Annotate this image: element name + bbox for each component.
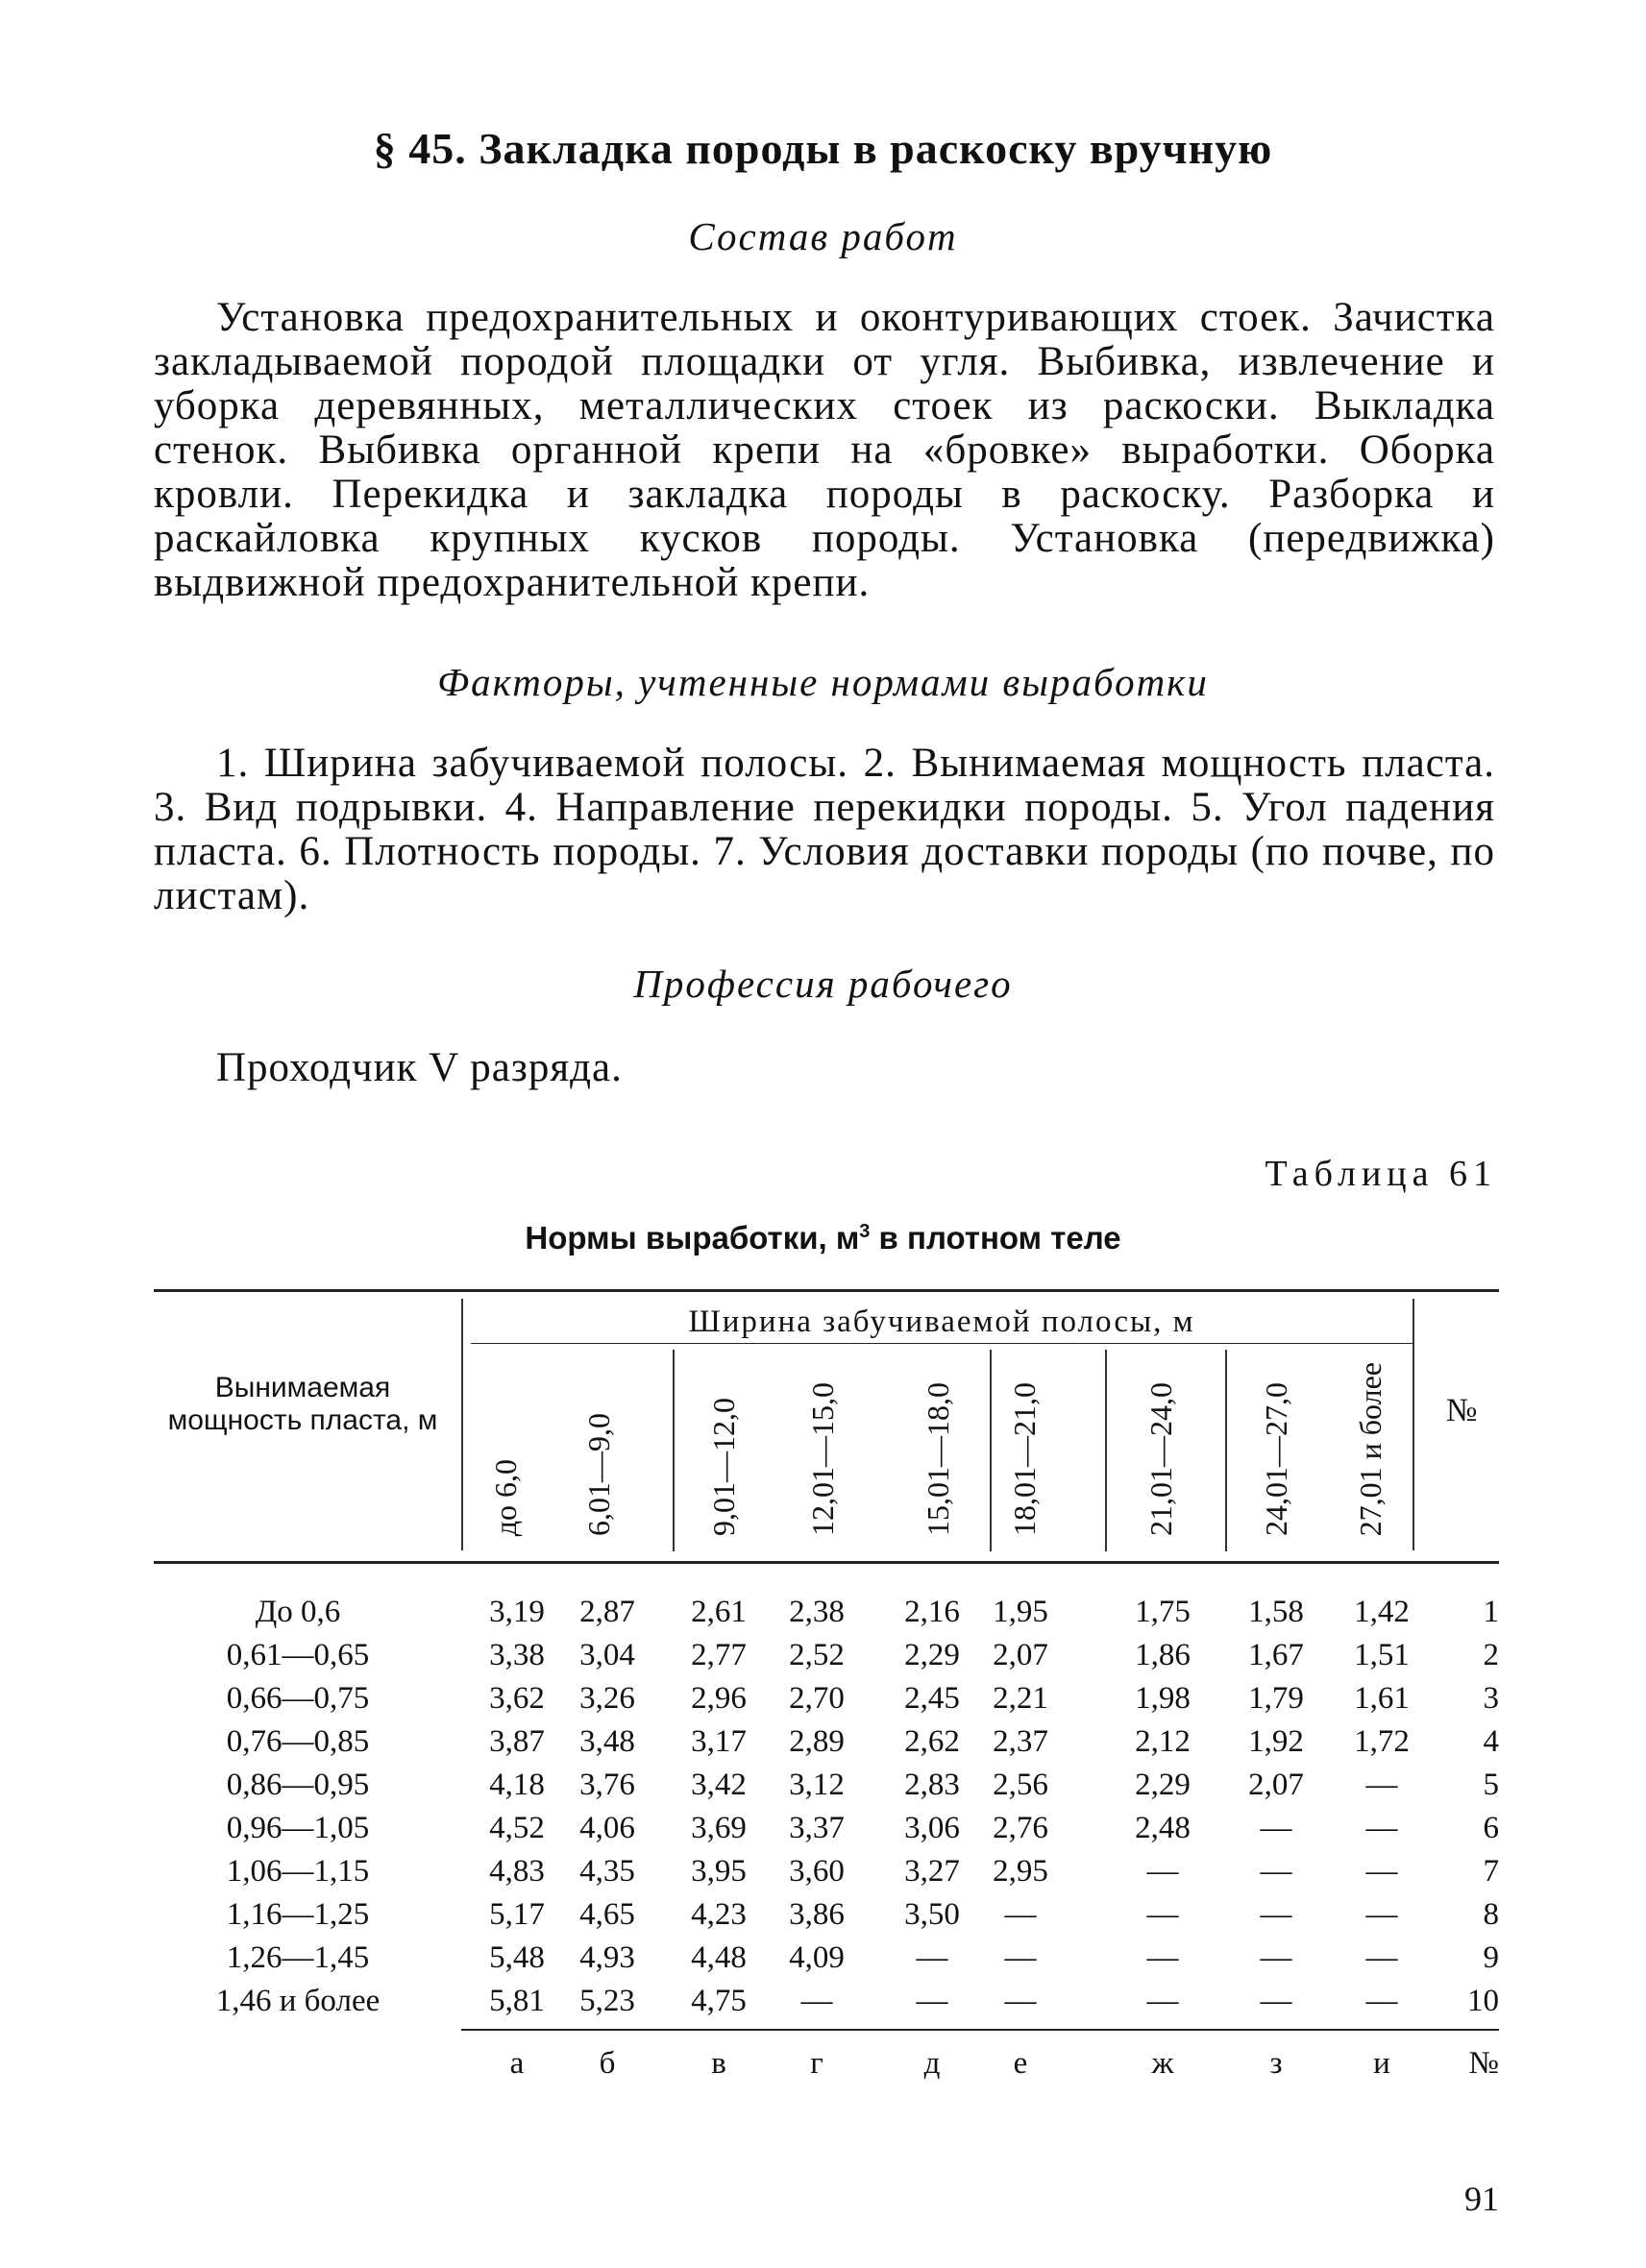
table-cell: 1,98 [1135, 1681, 1191, 1716]
table-cell: 1,75 [1135, 1595, 1191, 1629]
table-cell: 5,23 [579, 1984, 635, 2018]
row-label: 0,86—0,95 [226, 1768, 370, 1802]
table-cell: 3,60 [789, 1854, 845, 1889]
table-cell: — [1004, 1984, 1037, 2018]
table-top-rule [154, 1289, 1499, 1292]
table-cell: 3,38 [489, 1638, 545, 1672]
table-cell: 5,48 [489, 1940, 545, 1975]
table-cell: 5,81 [489, 1984, 545, 2018]
table-cell: 3,50 [904, 1897, 960, 1932]
table-cell: 2,83 [904, 1768, 960, 1802]
row-number: 10 [1467, 1984, 1499, 2018]
table-cell: — [1146, 1897, 1179, 1932]
table-cell: 3,19 [489, 1595, 545, 1629]
table-cell: 3,62 [489, 1681, 545, 1716]
table-cell: 2,29 [1135, 1768, 1191, 1802]
composition-text: Установка предохранительных и оконтуривающих стоек. Зачистка закладываемой породой площадки от угля. Выбивка, извлечение и уборка деревянных, металлических стоек из раскоски. Выкладка стенок. Выбивка органной крепи на «бровке» выработки. Оборка кровли. Перекидка и закладка породы в раскоску. Разборка и раскайловка крупных кусков породы. Установка (передвижка) выдвижной предохранительной крепи. [154, 295, 1495, 605]
table-cell: 1,67 [1248, 1638, 1304, 1672]
table-cell: — [1260, 1854, 1292, 1889]
group-underline [471, 1343, 1413, 1344]
table-cell: 4,48 [691, 1940, 747, 1975]
row-header: Вынимаемая мощность пласта, м [167, 1372, 438, 1436]
table-divider [673, 1350, 675, 1551]
table-cell: 2,77 [691, 1638, 747, 1672]
table-cell: 2,52 [789, 1638, 845, 1672]
column-letter: в [711, 2046, 726, 2081]
table-cell: 2,62 [904, 1724, 960, 1759]
table-cell: 4,06 [579, 1811, 635, 1845]
table-cell: 2,12 [1135, 1724, 1191, 1759]
row-number: 1 [1483, 1595, 1499, 1629]
table-cell: 3,04 [579, 1638, 635, 1672]
table-cell: 2,70 [789, 1681, 845, 1716]
table-cell: 4,18 [489, 1768, 545, 1802]
column-letter: ж [1151, 2046, 1174, 2081]
table-cell: — [1365, 1854, 1398, 1889]
table-cell: 2,37 [993, 1724, 1048, 1759]
row-label: 0,61—0,65 [226, 1638, 370, 1672]
table-cell: 1,42 [1354, 1595, 1410, 1629]
table-cell: 4,52 [489, 1811, 545, 1845]
table-cell: — [1146, 1854, 1179, 1889]
table-cell: 3,06 [904, 1811, 960, 1845]
column-header: 21,01—24,0 [1143, 1382, 1178, 1536]
column-header: 12,01—15,0 [805, 1382, 840, 1536]
table-divider [461, 1299, 463, 1550]
table-cell: 3,86 [789, 1897, 845, 1932]
row-number: 2 [1483, 1638, 1499, 1672]
table-cell: 2,38 [789, 1595, 845, 1629]
column-header: до 6,0 [488, 1458, 523, 1536]
table-cell: — [1365, 1940, 1398, 1975]
footer-num-label: № [1468, 2046, 1499, 2081]
table-cell: 3,42 [691, 1768, 747, 1802]
table-cell: — [916, 1940, 948, 1975]
table-cell: — [800, 1984, 833, 2018]
row-label: До 0,6 [255, 1595, 341, 1629]
table-cell: 3,87 [489, 1724, 545, 1759]
table-cell: 4,09 [789, 1940, 845, 1975]
table-cell: 1,79 [1248, 1681, 1304, 1716]
table-header-rule [154, 1561, 1499, 1564]
column-letter: и [1373, 2046, 1390, 2081]
column-letter: д [923, 2046, 941, 2081]
table-cell: 2,29 [904, 1638, 960, 1672]
row-label: 1,06—1,15 [226, 1854, 370, 1889]
table-cell: 4,75 [691, 1984, 747, 2018]
table-cell: — [1260, 1940, 1292, 1975]
table-cell: 3,48 [579, 1724, 635, 1759]
table-cell: 2,61 [691, 1595, 747, 1629]
table-cell: 2,21 [993, 1681, 1048, 1716]
table-title: Нормы выработки, $м^3$ в плотном теле [525, 1220, 1121, 1256]
row-label: 1,46 и более [215, 1984, 381, 2018]
table-cell: — [1260, 1811, 1292, 1845]
row-label: 0,66—0,75 [226, 1681, 370, 1716]
table-cell: — [1260, 1897, 1292, 1932]
page-number: 91 [1464, 2180, 1499, 2218]
table-divider [1225, 1350, 1227, 1551]
table-cell: 2,56 [993, 1768, 1048, 1802]
factors-text: 1. Ширина забучиваемой полосы. 2. Вынимаемая мощность пласта. 3. Вид подрывки. 4. Направление перекидки породы. 5. Угол падения пласта. 6. Плотность породы. 7. Условия доставки породы (по почве, по листам). [154, 741, 1495, 918]
table-cell: 1,61 [1354, 1681, 1410, 1716]
table-cell: 3,17 [691, 1724, 747, 1759]
table-divider [1105, 1350, 1107, 1551]
table-cell: 2,07 [993, 1638, 1048, 1672]
table-cell: — [1365, 1897, 1398, 1932]
profession-text: Проходчик V разряда. [216, 1045, 623, 1090]
table-cell: 1,51 [1354, 1638, 1410, 1672]
row-label: 1,16—1,25 [226, 1897, 370, 1932]
table-cell: — [1365, 1768, 1398, 1802]
table-cell: 2,07 [1248, 1768, 1304, 1802]
table-divider [990, 1350, 992, 1551]
table-cell: 4,23 [691, 1897, 747, 1932]
profession-title: Профессия рабочего [633, 962, 1013, 1006]
composition-title: Состав работ [688, 214, 958, 258]
table-cell: 2,95 [993, 1854, 1048, 1889]
column-header: 27,01 и более [1353, 1361, 1388, 1536]
table-cell: 4,93 [579, 1940, 635, 1975]
row-number: 9 [1483, 1940, 1499, 1975]
table-cell: — [1004, 1940, 1037, 1975]
row-number: 7 [1483, 1854, 1499, 1889]
table-cell: 2,48 [1135, 1811, 1191, 1845]
table-cell: 3,37 [789, 1811, 845, 1845]
row-label: 1,26—1,45 [226, 1940, 370, 1975]
group-header: Ширина забучиваемой полосы, м [688, 1305, 1195, 1339]
factors-title: Факторы, учтенные нормами выработки [437, 660, 1209, 704]
column-header: 18,01—21,0 [1007, 1382, 1042, 1536]
table-cell: 3,26 [579, 1681, 635, 1716]
column-letter: а [509, 2046, 525, 2081]
table-cell: 2,87 [579, 1595, 635, 1629]
table-cell: 1,95 [993, 1595, 1048, 1629]
column-header: 24,01—27,0 [1259, 1382, 1293, 1536]
table-cell: — [1146, 1940, 1179, 1975]
row-number: 3 [1483, 1681, 1499, 1716]
row-label: 0,96—1,05 [226, 1811, 370, 1845]
table-divider [1413, 1299, 1414, 1550]
table-cell: 2,96 [691, 1681, 747, 1716]
table-cell: 4,83 [489, 1854, 545, 1889]
table-cell: 1,72 [1354, 1724, 1410, 1759]
row-number: 8 [1483, 1897, 1499, 1932]
table-cell: — [1365, 1811, 1398, 1845]
table-cell: 3,76 [579, 1768, 635, 1802]
column-letter: г [810, 2046, 823, 2081]
column-letter: б [599, 2046, 616, 2081]
column-letter: е [1013, 2046, 1028, 2081]
table-cell: 5,17 [489, 1897, 545, 1932]
table-cell: — [1004, 1897, 1037, 1932]
table-cell: — [1365, 1984, 1398, 2018]
column-header: 6,01—9,0 [581, 1413, 616, 1536]
table-cell: 2,45 [904, 1681, 960, 1716]
table-cell: 4,35 [579, 1854, 635, 1889]
table-cell: 4,65 [579, 1897, 635, 1932]
table-cell: 3,95 [691, 1854, 747, 1889]
table-cell: 3,69 [691, 1811, 747, 1845]
table-cell: 3,27 [904, 1854, 960, 1889]
column-header: 15,01—18,0 [921, 1382, 955, 1536]
table-cell: 2,89 [789, 1724, 845, 1759]
table-cell: — [1146, 1984, 1179, 2018]
row-number: 6 [1483, 1811, 1499, 1845]
table-cell: 2,76 [993, 1811, 1048, 1845]
table-cell: 1,92 [1248, 1724, 1304, 1759]
row-label: 0,76—0,85 [226, 1724, 370, 1759]
table-label: Таблица 61 [1265, 1154, 1497, 1194]
table-cell: 2,16 [904, 1595, 960, 1629]
table-bottom-rule [461, 2029, 1499, 2031]
num-header: № [1446, 1393, 1478, 1428]
table-cell: 1,58 [1248, 1595, 1304, 1629]
row-number: 5 [1483, 1768, 1499, 1802]
column-header: 9,01—12,0 [706, 1398, 741, 1536]
table-cell: — [916, 1984, 948, 2018]
row-number: 4 [1483, 1724, 1499, 1759]
column-letter: з [1269, 2046, 1283, 2081]
table-cell: 1,86 [1135, 1638, 1191, 1672]
table-cell: 3,12 [789, 1768, 845, 1802]
section-heading: § 45. Закладка породы в раскоску вручную [373, 124, 1273, 173]
table-cell: — [1260, 1984, 1292, 2018]
